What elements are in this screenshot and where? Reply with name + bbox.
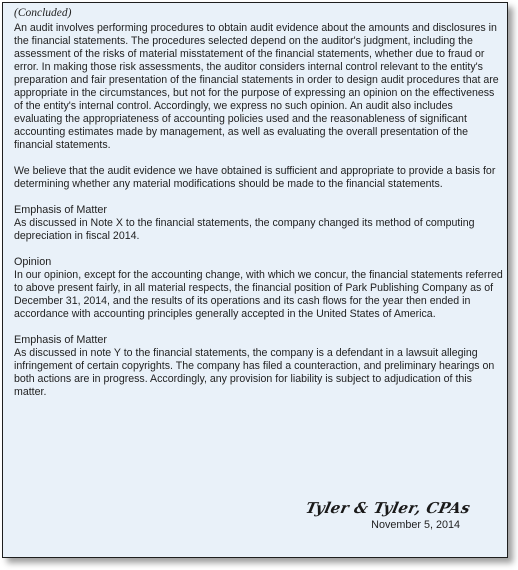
auditor-report-panel bbox=[2, 2, 508, 558]
audit-evidence-paragraph: We believe that the audit evidence we have obtained is sufficient and appropriate to provide a basis for determining whether any material modifications should be made to the financial statements. bbox=[14, 165, 496, 190]
report-date: November 5, 2014 bbox=[371, 519, 460, 531]
opinion-heading: Opinion bbox=[14, 256, 52, 268]
concluded-label: (Concluded) bbox=[14, 7, 72, 19]
firm-signature: Tyler & Tyler, CPAs bbox=[304, 499, 472, 517]
opinion-text: In our opinion, except for the accounting change, with which we concur, the financial statements referred to above present fairly, in all material respects, the financial position of Park Publishing Company as of December 31, 2014, and the results of its operations and its cash flows for the year then ended in accordance with accounting principles generally accepted in the United States of America. bbox=[14, 269, 503, 320]
emphasis-of-matter-heading-1: Emphasis of Matter bbox=[14, 204, 108, 216]
report-body bbox=[14, 7, 504, 399]
emphasis-of-matter-heading-2: Emphasis of Matter bbox=[14, 334, 108, 346]
emphasis-of-matter-text-2: As discussed in note Y to the financial statements, the company is a defendant in a lawsuit alleging infringement of certain copyrights. The company has filed a counteraction, and preliminary hearings on both actions are in progress. Accordingly, any provision for liability is subject to adjudication of this matter. bbox=[14, 347, 495, 398]
emphasis-of-matter-text-1: As discussed in Note X to the financial statements, the company changed its method of computing depreciation in fiscal 2014. bbox=[14, 217, 475, 242]
audit-procedures-paragraph: An audit involves performing procedures to obtain audit evidence about the amounts and disclosures in the financial statements. The procedures selected depend on the auditor's judgment, including the assessment of the risks of material misstatement of the financial statements, whether due to fraud or error. In making those risk assessments, the auditor considers internal control relevant to the entity's preparation and fair presentation of the financial statements in order to design audit procedures that are appropriate in the circumstances, but not for the purpose of expressing an opinion on the effectiveness of the entity's internal control. Accordingly, we express no such opinion. An audit also includes evaluating the appropriateness of accounting policies used and the reasonableness of significant accounting estimates made by management, as well as evaluating the overall presentation of the financial statements. bbox=[14, 22, 499, 151]
